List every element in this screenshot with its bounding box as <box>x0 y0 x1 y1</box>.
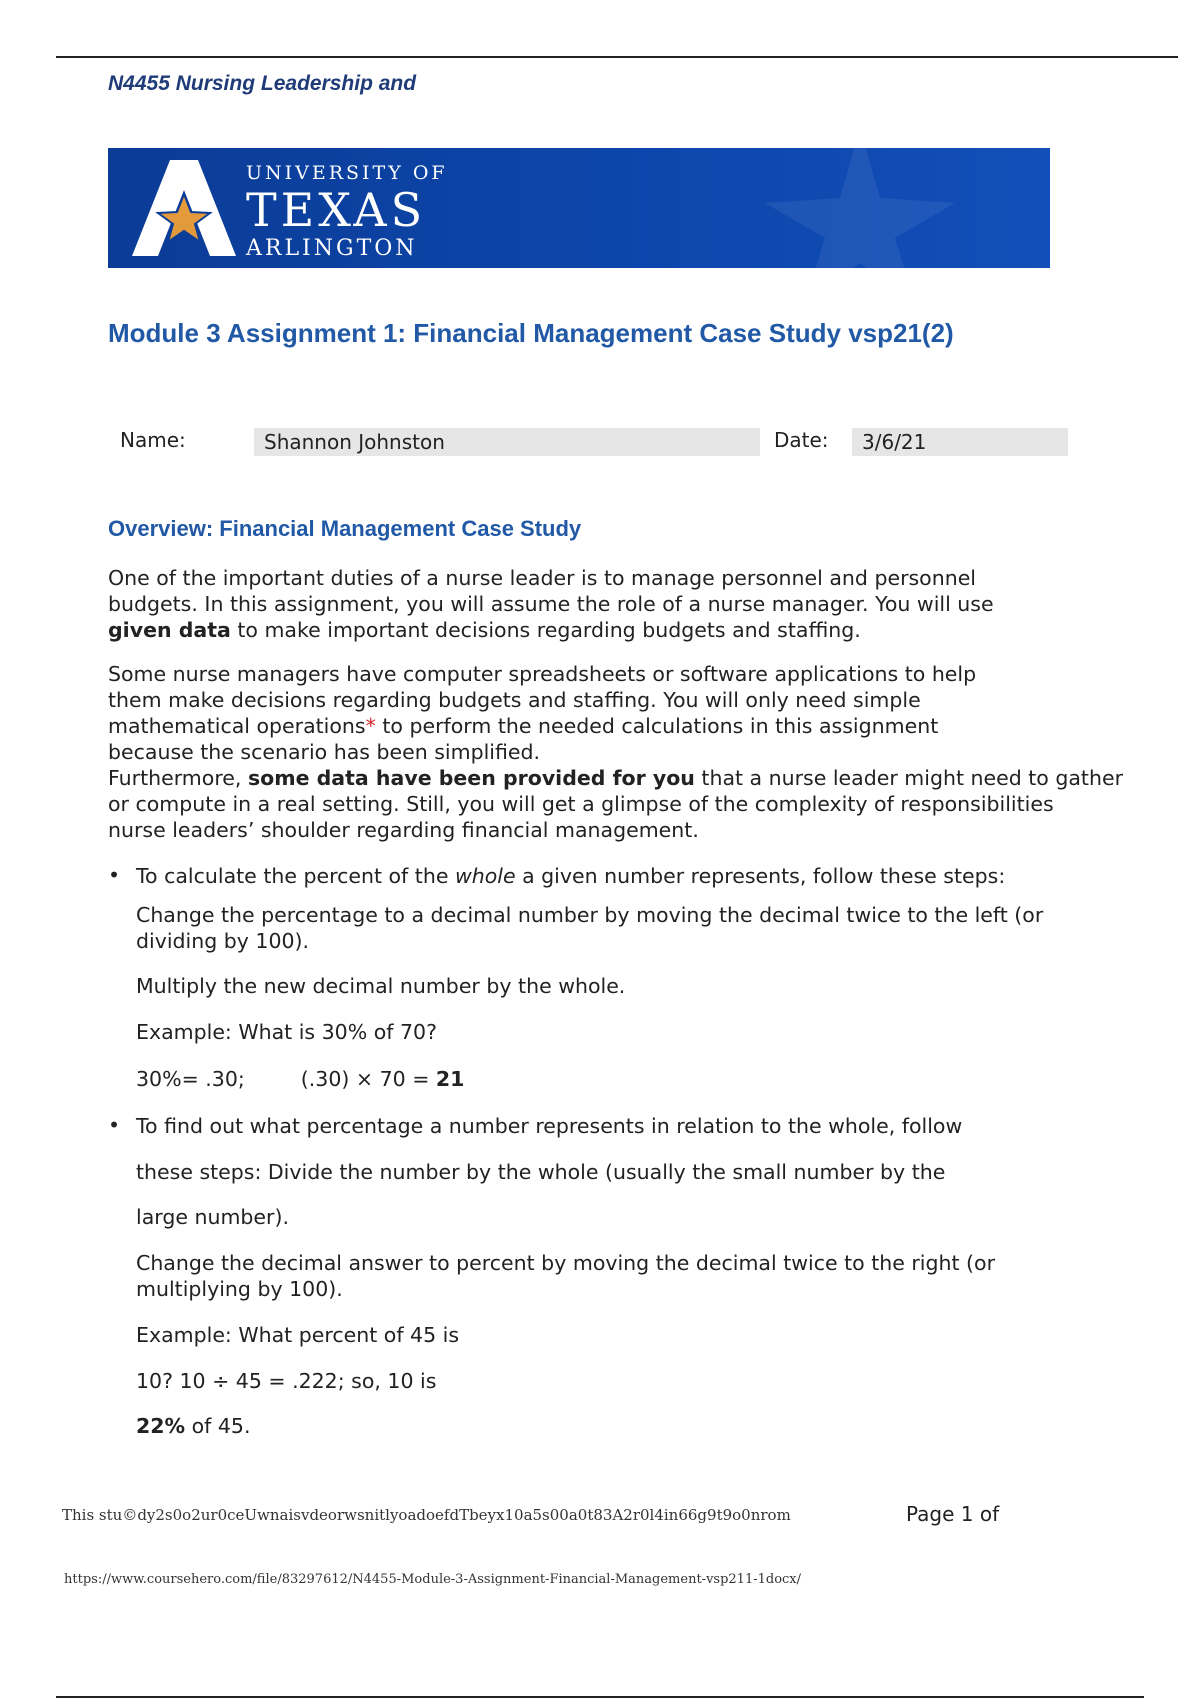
steps1-step1 <box>136 902 1136 954</box>
uta-logo-icon <box>124 156 244 260</box>
text-span: (.30) × 70 = <box>300 1067 436 1091</box>
steps1-example: Example: What is 30% of 70? <box>136 1020 437 1044</box>
text-line: or compute in a real setting. Still, you will get a glimpse of the complexity of responsibilities <box>108 792 1054 816</box>
text-span: that a nurse leader might need to gather <box>694 766 1124 790</box>
footer-watermark-text: This stu©dy2s0o2ur0ceUwnaisvdeorwsnitlyoadoefdTbeyx10a5s00a0t83A2r0l4in66g9t9o0nrom <box>62 1506 791 1524</box>
overview-paragraph-2 <box>108 661 1138 843</box>
text-line: nurse leaders’ shoulder regarding financial management. <box>108 818 699 842</box>
top-rule <box>56 56 1178 58</box>
text-span: to perform the needed calculations in this assignment <box>375 714 939 738</box>
text-line: multiplying by 100). <box>136 1277 343 1301</box>
steps1-intro <box>136 863 1136 889</box>
steps2-example: Example: What percent of 45 is <box>136 1323 460 1347</box>
bold-text: 22% <box>136 1414 186 1438</box>
italic-text: whole <box>454 864 516 888</box>
red-asterisk: * <box>365 714 376 738</box>
university-banner <box>108 148 1050 268</box>
steps1-step2: Multiply the new decimal number by the whole. <box>136 974 626 998</box>
wordmark-line-3: ARLINGTON <box>246 236 418 261</box>
background-star-icon <box>730 148 990 268</box>
steps1-calculation <box>136 1066 1136 1092</box>
text-span: Furthermore, <box>108 766 248 790</box>
text-line <box>108 617 1138 643</box>
bullet-marker: • <box>108 1113 121 1137</box>
date-label: Date: <box>774 428 829 452</box>
text-span: 30%= .30; <box>136 1067 245 1091</box>
text-line <box>108 713 1138 739</box>
text-line <box>108 765 1138 791</box>
text-line: dividing by 100). <box>136 929 310 953</box>
bold-text: some data have been provided for you <box>247 766 695 790</box>
text-line: them make decisions regarding budgets and staffing. You will only need simple <box>108 688 921 712</box>
bold-text: given data <box>108 618 231 642</box>
overview-heading: Overview: Financial Management Case Study <box>108 516 582 541</box>
text-span: to make important decisions regarding budgets and staffing. <box>230 618 861 642</box>
university-wordmark <box>246 158 448 261</box>
steps2-intro: To find out what percentage a number represents in relation to the whole, follow <box>136 1114 963 1138</box>
bold-text: 21 <box>435 1067 465 1091</box>
steps2-result <box>136 1413 1136 1439</box>
steps2-line3: large number). <box>136 1205 289 1229</box>
name-field[interactable]: Shannon Johnston <box>254 428 760 456</box>
wordmark-line-1: UNIVERSITY OF <box>246 162 448 184</box>
text-span: a given number represents, follow these steps: <box>515 864 1006 888</box>
text-line: budgets. In this assignment, you will assume the role of a nurse manager. You will use <box>108 592 994 616</box>
steps2-step <box>136 1250 1136 1302</box>
text-span: of 45. <box>185 1414 251 1438</box>
text-line: Some nurse managers have computer spreadsheets or software applications to help <box>108 662 977 686</box>
page-title: Module 3 Assignment 1: Financial Management Case Study vsp21(2) <box>108 318 954 348</box>
text-span: mathematical operations <box>108 714 366 738</box>
text-line: Change the decimal answer to percent by moving the decimal twice to the right (or <box>136 1251 996 1275</box>
bullet-marker: • <box>108 863 121 887</box>
text-span: To calculate the percent of the <box>136 864 455 888</box>
overview-paragraph-1 <box>108 565 1138 643</box>
source-url[interactable]: https://www.coursehero.com/file/83297612/N4455-Module-3-Assignment-Financial-Management-vsp211-1docx/ <box>64 1572 802 1587</box>
text-line: because the scenario has been simplified. <box>108 740 541 764</box>
text-line: Change the percentage to a decimal number by moving the decimal twice to the left (or <box>136 903 1044 927</box>
text-line: One of the important duties of a nurse leader is to manage personnel and personnel <box>108 566 977 590</box>
wordmark-line-2: TEXAS <box>246 183 427 237</box>
steps2-line2: these steps: Divide the number by the whole (usually the small number by the <box>136 1160 946 1184</box>
course-header: N4455 Nursing Leadership and <box>108 72 417 95</box>
bottom-rule <box>56 1696 1144 1698</box>
date-field[interactable]: 3/6/21 <box>852 428 1068 456</box>
page-number: Page 1 of <box>906 1502 1000 1526</box>
steps2-calculation: 10? 10 ÷ 45 = .222; so, 10 is <box>136 1369 437 1393</box>
name-label: Name: <box>120 428 186 452</box>
